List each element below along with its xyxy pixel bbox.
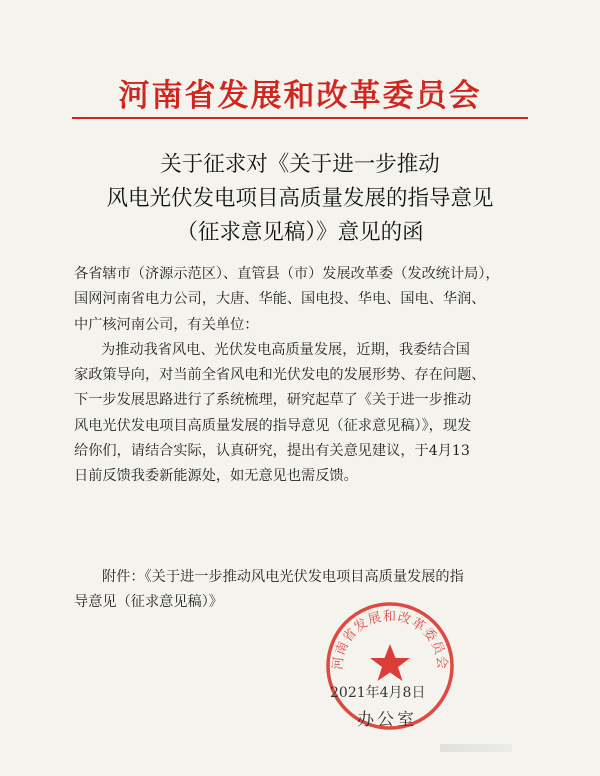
signature-office: 办公室 bbox=[357, 710, 417, 730]
watermark-bar bbox=[440, 744, 512, 752]
body-line: 下一步发展思路进行了系统梳理，研究起草了《关于进一步推动 bbox=[74, 392, 472, 409]
addressee-line: 国网河南省电力公司，大唐、华能、国电投、华电、国电、华润、 bbox=[74, 291, 486, 308]
letterhead-red-rule bbox=[72, 117, 528, 119]
body-line: 家政策导向，对当前全省风电和光伏发电的发展形势、存在问题、 bbox=[74, 367, 486, 384]
attachment-line-2: 导意见（征求意见稿）》 bbox=[74, 594, 223, 611]
addressee-line: 各省辖市（济源示范区）、直管县（市）发展改革委（发改统计局）， bbox=[74, 266, 500, 282]
title-line-2: 风电光伏发电项目高质量发展的指导意见 bbox=[106, 186, 494, 211]
body-line: 给你们，请结合实际，认真研究，提出有关意见建议，于4月13 bbox=[74, 443, 470, 460]
body-line: 日前反馈我委新能源处，如无意见也需反馈。 bbox=[74, 468, 358, 485]
body-line: 为推动我省风电、光伏发电高质量发展，近期，我委结合国 bbox=[101, 341, 470, 358]
title-line-1: 关于征求对《关于进一步推动 bbox=[160, 152, 440, 177]
attachment-note bbox=[74, 565, 532, 616]
seal-ring-text: 河南省发展和改革委员会 bbox=[330, 609, 450, 671]
addressee-line: 中广核河南公司，有关单位： bbox=[74, 316, 259, 333]
letterhead-title: 河南省发展和改革委员会 bbox=[118, 78, 482, 114]
body-line: 风电光伏发电项目高质量发展的指导意见（征求意见稿）》，现发 bbox=[74, 417, 472, 434]
attachment-line-1: 附件：《关于进一步推动风电光伏发电项目高质量发展的指 bbox=[102, 569, 464, 585]
document-title bbox=[0, 148, 600, 250]
title-line-3: （征求意见稿）》意见的函 bbox=[176, 220, 424, 245]
document-body bbox=[74, 262, 534, 490]
signature-date: 2021年4月8日 bbox=[330, 685, 426, 701]
